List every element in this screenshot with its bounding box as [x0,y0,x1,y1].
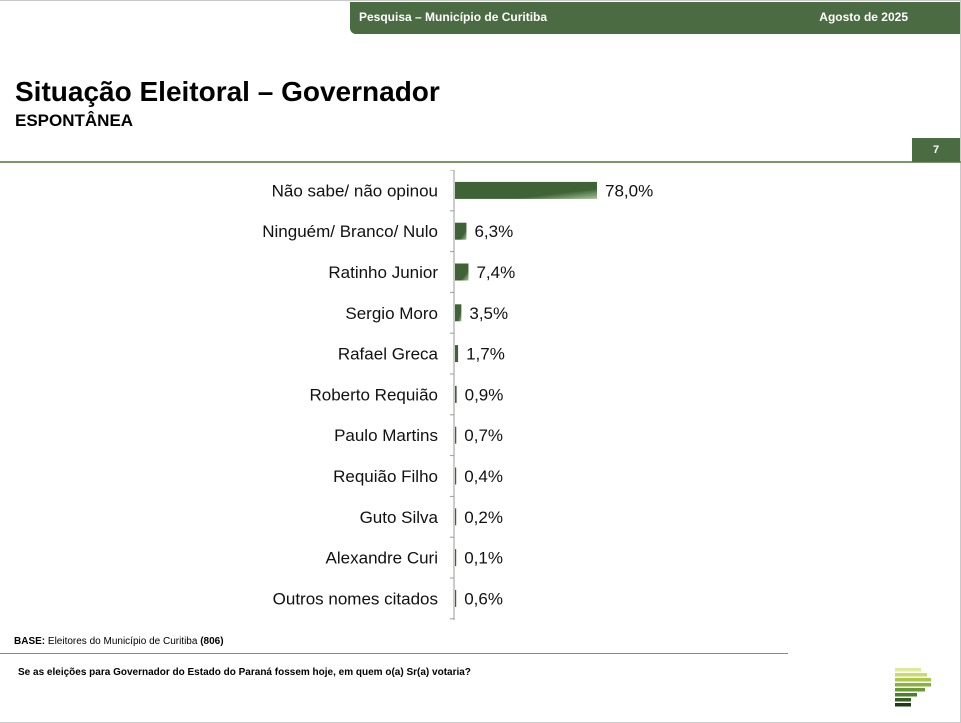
data-label: 0,6% [464,589,503,609]
category-label: Guto Silva [359,507,438,527]
base-count: (806) [200,636,224,647]
logo-stripe [895,673,927,677]
data-label: 1,7% [466,344,505,364]
header-title: Pesquisa – Município de Curitiba [359,10,548,24]
bar [455,345,458,362]
header-bar [350,2,960,34]
bar [455,508,456,525]
logo-stripe [895,703,911,707]
bar [455,386,457,403]
bar [455,468,456,485]
category-label: Sergio Moro [345,303,438,323]
logo-stripe [895,668,921,672]
page-title: Situação Eleitoral – Governador [15,76,440,107]
institute-logo-icon [895,668,933,708]
data-label: 0,9% [464,385,504,405]
data-label: 0,4% [464,467,503,486]
data-label: 0,7% [464,426,504,446]
logo-stripe [895,698,911,702]
bar [455,549,456,566]
category-label: Paulo Martins [334,426,438,446]
frame-top-border [0,0,961,1]
data-label: 3,5% [469,303,509,323]
base-note [14,636,224,647]
title-divider [0,161,961,163]
data-label: 0,1% [464,548,503,568]
category-label: Outros nomes citados [272,589,438,609]
logo-stripe [895,678,931,682]
category-label: Ratinho Junior [328,263,438,282]
page-number-badge: 7 [912,138,960,162]
data-label: 6,3% [474,222,514,242]
category-label: Rafael Greca [337,344,438,364]
category-label: Requião Filho [333,467,438,486]
bar [455,427,456,444]
logo-stripe [895,693,917,697]
bar [455,304,461,321]
header-date: Agosto de 2025 [819,10,908,24]
data-label: 0,2% [464,507,503,527]
page-subtitle: ESPONTÂNEA [15,111,134,130]
data-label: 78,0% [605,181,654,201]
logo-stripe [895,683,931,687]
footer-divider [0,653,788,654]
data-label: 7,4% [476,263,516,282]
logo-stripe [895,688,925,692]
bar [455,590,456,607]
category-label: Ninguém/ Branco/ Nulo [262,222,438,242]
category-label: Roberto Requião [309,385,438,405]
bar-chart [0,170,961,620]
category-label: Não sabe/ não opinou [271,181,438,201]
bar [455,182,597,199]
bar [455,264,468,281]
base-label: BASE: [14,636,46,647]
base-text: Eleitores do Município de Curitiba [45,636,201,647]
category-label: Alexandre Curi [325,548,438,568]
survey-question: Se as eleições para Governador do Estado do Paraná fossem hoje, em quem o(a) Sr(a) votaria? [18,667,471,678]
bar [455,223,466,240]
